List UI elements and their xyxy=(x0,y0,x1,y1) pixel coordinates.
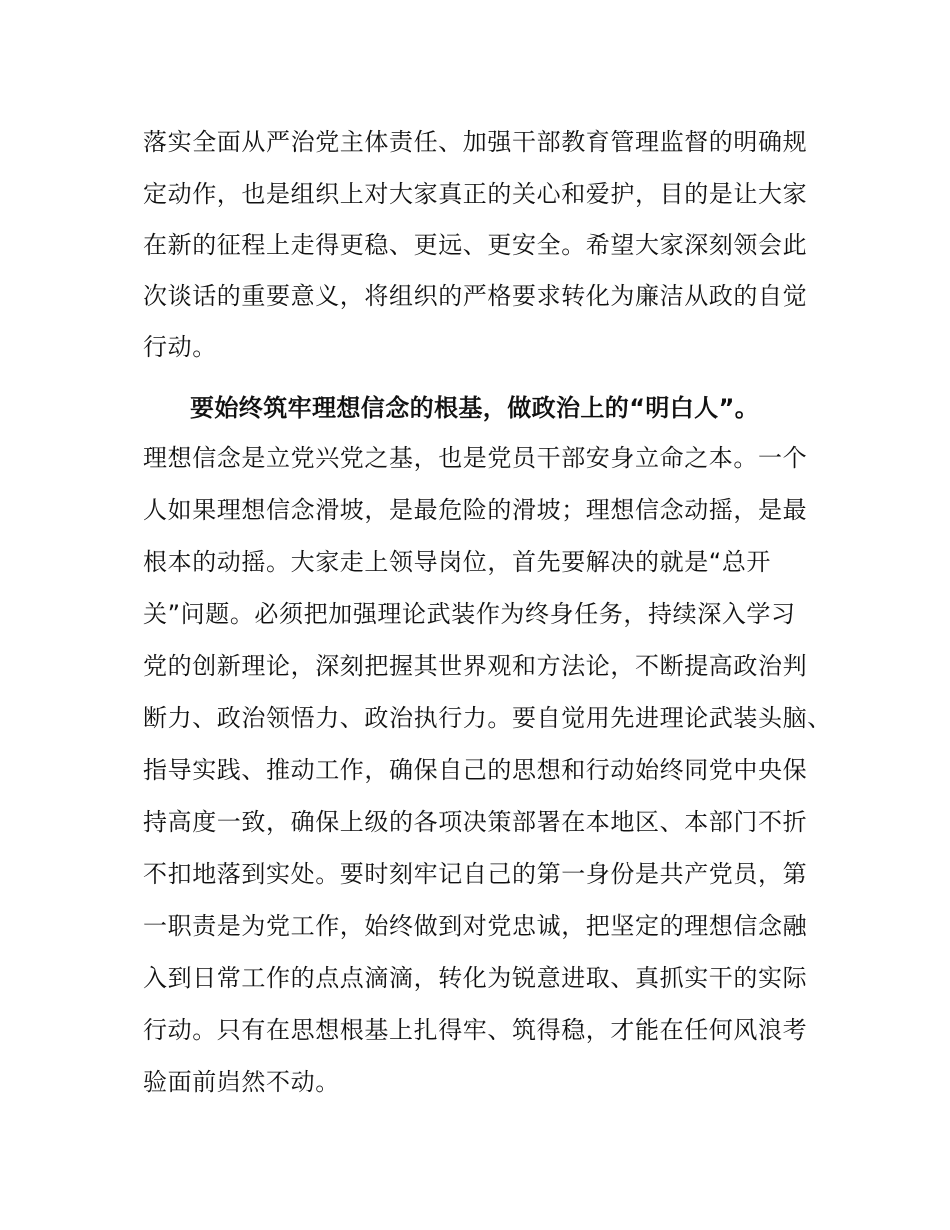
text-line: 验面前岿然不动。 xyxy=(143,1068,340,1096)
text-line: 理想信念是立党兴党之基，也是党员干部安身立命之本。一个 xyxy=(143,444,808,472)
text-line: 不扣地落到实处。要时刻牢记自己的第一身份是共产党员，第 xyxy=(143,860,808,888)
text-line: 人如果理想信念滑坡，是最危险的滑坡；理想信念动摇，是最 xyxy=(143,496,808,524)
text-line: 一职责是为党工作，始终做到对党忠诚，把坚定的理想信念融 xyxy=(143,912,808,940)
text-line: 入到日常工作的点点滴滴，转化为锐意进取、真抓实干的实际 xyxy=(143,964,808,992)
text-line: 行动。 xyxy=(143,333,217,361)
text-line: 持高度一致，确保上级的各项决策部署在本地区、本部门不折 xyxy=(143,808,808,836)
text-line: 次谈话的重要意义，将组织的严格要求转化为廉洁从政的自觉 xyxy=(143,282,808,310)
text-line: 行动。只有在思想根基上扎得牢、筑得稳，才能在任何风浪考 xyxy=(143,1016,808,1044)
text-line: 关”问题。必须把加强理论武装作为终身任务，持续深入学习 xyxy=(143,600,796,628)
text-line: 党的创新理论，深刻把握其世界观和方法论，不断提高政治判 xyxy=(143,652,808,680)
text-line: 落实全面从严治党主体责任、加强干部教育管理监督的明确规 xyxy=(143,128,808,156)
text-line: 断力、政治领悟力、政治执行力。要自觉用先进理论武装头脑、 xyxy=(143,704,832,732)
section-heading: 要始终筑牢理想信念的根基，做政治上的“明白人”。 xyxy=(190,394,760,422)
text-line: 指导实践、推动工作，确保自己的思想和行动始终同党中央保 xyxy=(143,756,808,784)
text-line: 根本的动摇。大家走上领导岗位，首先要解决的就是“总开 xyxy=(143,548,772,576)
text-line: 定动作，也是组织上对大家真正的关心和爱护，目的是让大家 xyxy=(143,180,808,208)
text-line: 在新的征程上走得更稳、更远、更安全。希望大家深刻领会此 xyxy=(143,231,808,259)
